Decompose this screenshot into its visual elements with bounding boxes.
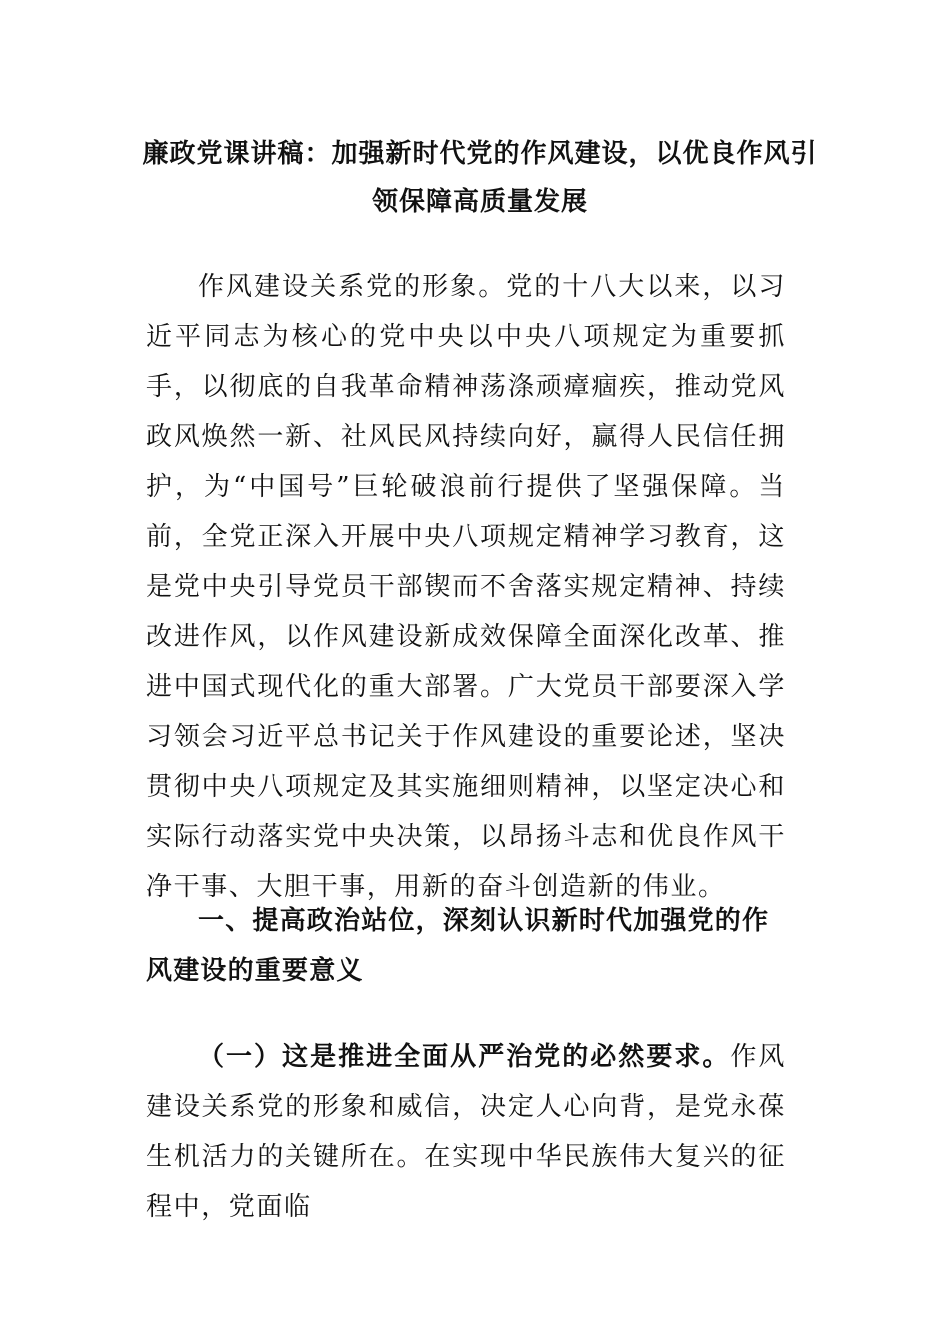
subsection-1-text: 作风建设关系党的形象和威信，决定人心向背，是党永葆生机活力的关键所在。在实现中华民族伟大复兴的征程中，党面临 bbox=[146, 1042, 786, 1222]
section-heading-1: 一、提高政治站位，深刻认识新时代加强党的作风建设的重要意义 bbox=[146, 906, 770, 986]
subsection-1-paragraph bbox=[146, 1032, 786, 1232]
subsection-1-lead: （一）这是推进全面从严治党的必然要求。 bbox=[198, 1042, 731, 1072]
intro-paragraph: 作风建设关系党的形象。党的十八大以来，以习近平同志为核心的党中央以中央八项规定为重要抓手，以彻底的自我革命精神荡涤顽瘴痼疾，推动党风政风焕然一新、社风民风持续向好，赢得人民信任拥护，为“中国号”巨轮破浪前行提供了坚强保障。当前，全党正深入开展中央八项规定精神学习教育，这是党中央引导党员干部锲而不舍落实规定精神、持续改进作风，以作风建设新成效保障全面深化改革、推进中国式现代化的重大部署。广大党员干部要深入学习领会习近平总书记关于作风建设的重要论述，坚决贯彻中央八项规定及其实施细则精神，以坚定决心和实际行动落实党中央决策，以昂扬斗志和优良作风干净干事、大胆干事，用新的奋斗创造新的伟业。 bbox=[146, 272, 786, 902]
document-title: 廉政党课讲稿：加强新时代党的作风建设，以优良作风引领保障高质量发展 bbox=[142, 139, 818, 217]
